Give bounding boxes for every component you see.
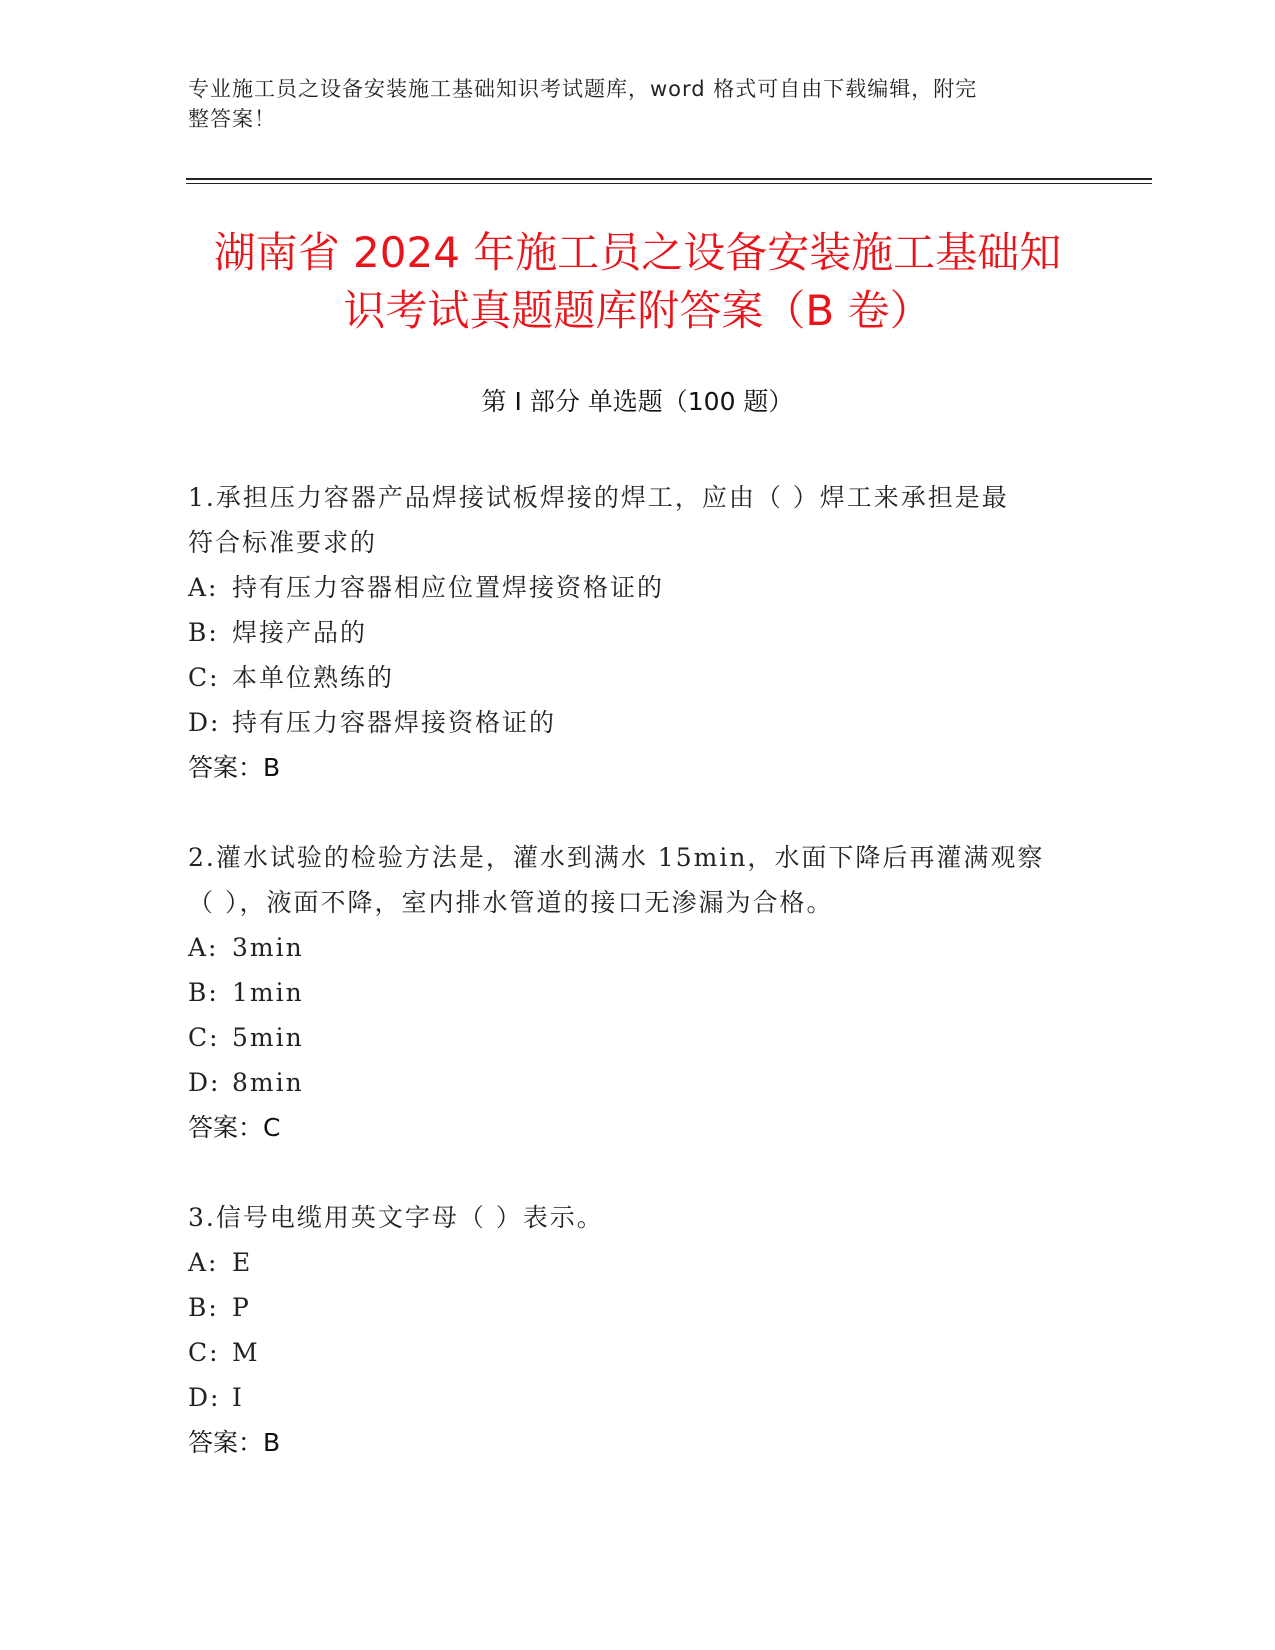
option-key: D: <box>188 1383 221 1412</box>
header-divider-thick <box>186 178 1152 180</box>
header-note <box>188 74 1068 134</box>
option-d <box>188 1060 1088 1105</box>
question-stem-line: 2.灌水试验的检验方法是，灌水到满水 15min，水面下降后再灌满观察 <box>188 843 1045 872</box>
option-a <box>188 565 1088 610</box>
question-1 <box>188 475 1088 790</box>
option-text: I <box>232 1383 244 1412</box>
option-a <box>188 1240 1088 1285</box>
option-c <box>188 655 1088 700</box>
question-list <box>188 475 1088 1510</box>
option-b <box>188 970 1088 1015</box>
question-stem-line: 符合标准要求的 <box>188 528 378 557</box>
header-note-line-1: 专业施工员之设备安装施工基础知识考试题库，word 格式可自由下载编辑，附完 <box>188 77 978 101</box>
option-text: 8min <box>232 1068 304 1097</box>
option-c <box>188 1330 1088 1375</box>
header-divider-thin <box>186 183 1152 184</box>
section-title: 第 I 部分 单选题（100 题） <box>481 387 794 416</box>
option-b <box>188 610 1088 655</box>
option-c <box>188 1015 1088 1060</box>
option-text: 1min <box>232 978 304 1007</box>
question-stem <box>188 835 1088 925</box>
question-stem <box>188 475 1088 565</box>
option-key: C: <box>188 1338 220 1367</box>
option-d <box>188 1375 1088 1420</box>
option-key: C: <box>188 1023 220 1052</box>
option-text: P <box>232 1293 251 1322</box>
question-stem-line: 1.承担压力容器产品焊接试板焊接的焊工，应由（ ）焊工来承担是最 <box>188 483 1009 512</box>
option-key: A: <box>188 573 219 602</box>
option-text: E <box>232 1248 253 1277</box>
option-key: B: <box>188 618 219 647</box>
option-key: A: <box>188 933 219 962</box>
option-text: 5min <box>232 1023 304 1052</box>
answer-line: 答案：B <box>188 1428 281 1457</box>
document-title <box>150 224 1125 340</box>
option-text: 3min <box>232 933 304 962</box>
option-text: 焊接产品的 <box>232 618 368 647</box>
answer-line: 答案：B <box>188 753 281 782</box>
option-text: 本单位熟练的 <box>232 663 395 692</box>
option-d <box>188 700 1088 745</box>
option-key: B: <box>188 1293 219 1322</box>
question-3 <box>188 1195 1088 1465</box>
option-a <box>188 925 1088 970</box>
option-key: D: <box>188 708 221 737</box>
option-text: M <box>232 1338 260 1367</box>
header-note-line-2: 整答案！ <box>188 107 276 131</box>
question-2 <box>188 835 1088 1150</box>
question-stem-line: （ ），液面不降，室内排水管道的接口无渗漏为合格。 <box>188 888 834 917</box>
option-text: 持有压力容器焊接资格证的 <box>232 708 557 737</box>
question-stem <box>188 1195 1088 1240</box>
option-b <box>188 1285 1088 1330</box>
answer-line: 答案：C <box>188 1113 281 1142</box>
document-title-line-2: 识考试真题题库附答案（B 卷） <box>343 286 932 335</box>
question-stem-line: 3.信号电缆用英文字母（ ）表示。 <box>188 1203 604 1232</box>
option-key: C: <box>188 663 220 692</box>
option-key: D: <box>188 1068 221 1097</box>
document-title-line-1: 湖南省 2024 年施工员之设备安装施工基础知 <box>213 228 1062 277</box>
option-key: A: <box>188 1248 219 1277</box>
option-key: B: <box>188 978 219 1007</box>
option-text: 持有压力容器相应位置焊接资格证的 <box>232 573 665 602</box>
